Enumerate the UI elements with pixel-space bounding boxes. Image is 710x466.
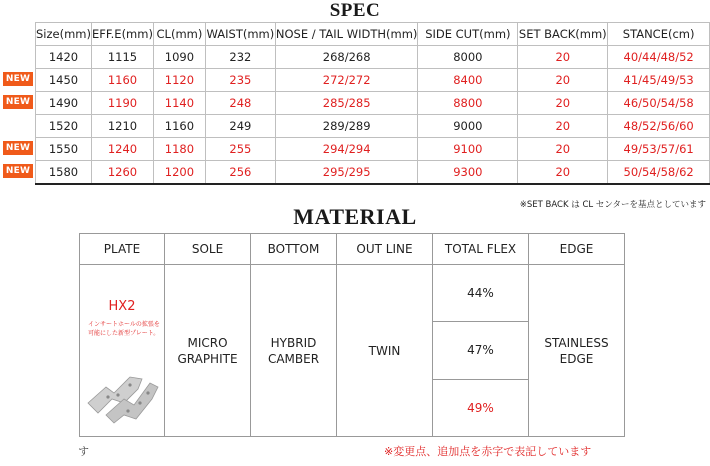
spec-cell-nose-tail-width: 268/268 (275, 46, 418, 69)
spec-cell-stance: 48/52/56/60 (608, 115, 710, 138)
flex-cell-2 (433, 322, 529, 379)
spec-cell-side-cut: 8800 (418, 92, 518, 115)
spec-row (36, 115, 710, 138)
spec-cell-contact-length: 1200 (153, 161, 205, 185)
material-header-total-flex: TOTAL FLEX (433, 234, 529, 265)
spec-table (35, 22, 710, 185)
spec-cell-effective-edge: 1190 (91, 92, 153, 115)
spec-cell-effective-edge: 1115 (91, 46, 153, 69)
spec-cell-nose-tail-width: 294/294 (275, 138, 418, 161)
spec-header-size: Size(mm) (36, 23, 92, 46)
spec-cell-contact-length: 1090 (153, 46, 205, 69)
spec-cell-side-cut: 8400 (418, 69, 518, 92)
spec-cell-effective-edge: 1260 (91, 161, 153, 185)
spec-cell-stance: 50/54/58/62 (608, 161, 710, 185)
spec-cell-size: 1490 (36, 92, 92, 115)
flex-value-2: 47% (467, 343, 494, 358)
spec-cell-waist: 255 (205, 138, 275, 161)
spec-cell-stance: 41/45/49/53 (608, 69, 710, 92)
plate-description: インサートホールの拡張を可能にした新型プレート。 (88, 321, 160, 337)
spec-header-nose-tail-width: NOSE / TAIL WIDTH(mm) (275, 23, 418, 46)
spec-cell-effective-edge: 1240 (91, 138, 153, 161)
material-header-plate: PLATE (80, 234, 165, 265)
spec-cell-set-back: 20 (518, 69, 608, 92)
edge-cell (529, 265, 625, 437)
spec-cell-size: 1420 (36, 46, 92, 69)
spec-cell-nose-tail-width: 289/289 (275, 115, 418, 138)
spec-cell-stance: 49/53/57/61 (608, 138, 710, 161)
spec-cell-contact-length: 1160 (153, 115, 205, 138)
material-header-row (80, 234, 625, 265)
material-header-sole: SOLE (165, 234, 251, 265)
spec-cell-set-back: 20 (518, 92, 608, 115)
new-badge: NEW (3, 72, 33, 86)
spec-cell-waist: 256 (205, 161, 275, 185)
plate-name: HX2 (108, 299, 136, 314)
spec-cell-size: 1520 (36, 115, 92, 138)
material-title: MATERIAL (293, 204, 417, 229)
spec-header-row (36, 23, 710, 46)
spec-cell-nose-tail-width: 272/272 (275, 69, 418, 92)
spec-cell-stance: 46/50/54/58 (608, 92, 710, 115)
spec-header-stance: STANCE(cm) (608, 23, 710, 46)
spec-cell-size: 1580 (36, 161, 92, 185)
spec-row (36, 46, 710, 69)
spec-row (36, 69, 710, 92)
spec-cell-side-cut: 9300 (418, 161, 518, 185)
spec-cell-effective-edge: 1160 (91, 69, 153, 92)
spec-cell-side-cut: 9000 (418, 115, 518, 138)
spec-cell-contact-length: 1120 (153, 69, 205, 92)
new-badge: NEW (3, 164, 33, 178)
spec-cell-waist: 248 (205, 92, 275, 115)
spec-header-set-back: SET BACK(mm) (518, 23, 608, 46)
cropped-character: す (78, 445, 89, 458)
spec-header-effective-edge: EFF.E(mm) (91, 23, 153, 46)
bottom-cell (251, 265, 337, 437)
new-badge: NEW (3, 95, 33, 109)
spec-cell-waist: 235 (205, 69, 275, 92)
spec-header-side-cut: SIDE CUT(mm) (418, 23, 518, 46)
spec-cell-set-back: 20 (518, 161, 608, 185)
flex-cell-3 (433, 379, 529, 436)
flex-value-3: 49% (467, 400, 494, 415)
outline-value: TWIN (368, 343, 401, 358)
spec-cell-set-back: 20 (518, 138, 608, 161)
material-header-outline: OUT LINE (337, 234, 433, 265)
red-text-note: ※変更点、追加点を赤字で表記しています (384, 445, 592, 458)
spec-header-waist: WAIST(mm) (205, 23, 275, 46)
sole-value: MICRO GRAPHITE (177, 335, 238, 366)
flex-cell-1 (433, 265, 529, 322)
new-badge: NEW (3, 141, 33, 155)
spec-cell-set-back: 20 (518, 46, 608, 69)
spec-header-contact-length: CL(mm) (153, 23, 205, 46)
spec-cell-waist: 249 (205, 115, 275, 138)
spec-row (36, 161, 710, 185)
spec-cell-size: 1450 (36, 69, 92, 92)
spec-cell-nose-tail-width: 295/295 (275, 161, 418, 185)
edge-value: STAINLESS EDGE (544, 335, 609, 366)
spec-cell-nose-tail-width: 285/285 (275, 92, 418, 115)
spec-row (36, 92, 710, 115)
material-table (79, 233, 625, 437)
material-header-edge: EDGE (529, 234, 625, 265)
flex-value-1: 44% (467, 286, 494, 301)
spec-cell-stance: 40/44/48/52 (608, 46, 710, 69)
spec-cell-side-cut: 9100 (418, 138, 518, 161)
spec-row (36, 138, 710, 161)
bottom-value: HYBRID CAMBER (267, 335, 320, 366)
sole-cell (165, 265, 251, 437)
spec-cell-contact-length: 1180 (153, 138, 205, 161)
spec-cell-waist: 232 (205, 46, 275, 69)
spec-cell-side-cut: 8000 (418, 46, 518, 69)
spec-title: SPEC (329, 0, 381, 21)
binding-plate-image (84, 353, 160, 425)
spec-cell-size: 1550 (36, 138, 92, 161)
set-back-note: ※SET BACK は CL センターを基点としています (519, 200, 706, 210)
plate-cell (80, 265, 165, 437)
spec-cell-effective-edge: 1210 (91, 115, 153, 138)
spec-cell-set-back: 20 (518, 115, 608, 138)
outline-cell (337, 265, 433, 437)
material-header-bottom: BOTTOM (251, 234, 337, 265)
spec-cell-contact-length: 1140 (153, 92, 205, 115)
